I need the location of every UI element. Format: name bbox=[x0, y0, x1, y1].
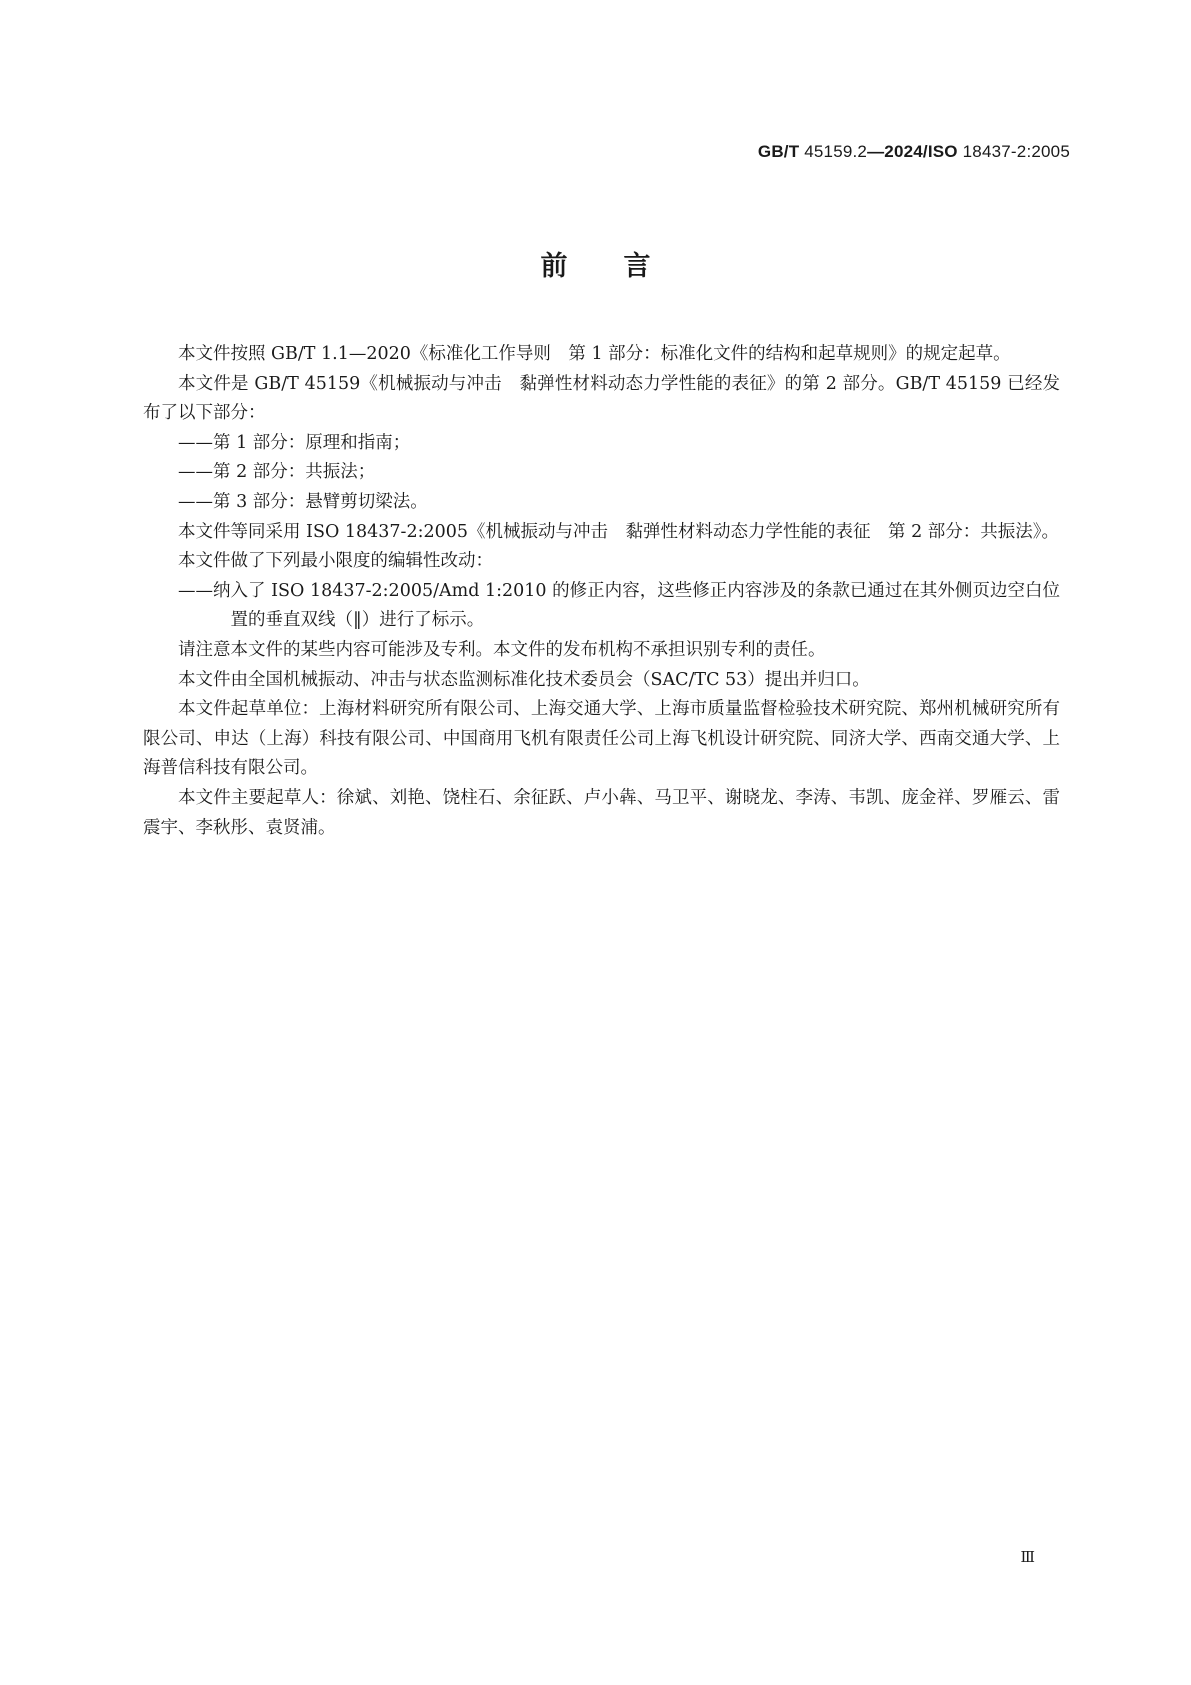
paragraph-drafting-organizations: 本文件起草单位：上海材料研究所有限公司、上海交通大学、上海市质量监督检验技术研究院、郑州机械研究所有限公司、申达（上海）科技有限公司、中国商用飞机有限责任公司上海飞机设计研究院、同济大学、西南交通大学、上海普信科技有限公司。 bbox=[143, 699, 1060, 779]
preface-body bbox=[143, 340, 1060, 843]
paragraph-committee: 本文件由全国机械振动、冲击与状态监测标准化技术委员会（SAC/TC 53）提出并归口。 bbox=[178, 669, 870, 690]
list-item-part-2: ——第 2 部分：共振法； bbox=[178, 462, 376, 483]
paragraph-drafting-rules: 本文件按照 GB/T 1.1—2020《标准化工作导则 第 1 部分：标准化文件的结构和起草规则》的规定起草。 bbox=[178, 344, 1011, 364]
standard-code-part-1: GB/T bbox=[757, 142, 800, 161]
paragraph-series-part: 本文件是 GB/T 45159《机械振动与冲击 黏弹性材料动态力学性能的表征》的第 2 部分。GB/T 45159 已经发布了以下部分： bbox=[143, 373, 1060, 424]
paragraph-identical-adoption: 本文件等同采用 ISO 18437-2:2005《机械振动与冲击 黏弹性材料动态力学性能的表征 第 2 部分：共振法》。 bbox=[178, 521, 1060, 542]
list-item-amendment: ——纳入了 ISO 18437-2:2005/Amd 1:2010 的修正内容，这些修正内容涉及的条款已通过在其外侧页边空白位置的垂直双线（‖）进行了标示。 bbox=[178, 580, 1060, 631]
standard-code-header bbox=[758, 142, 1070, 162]
paragraph-editorial-changes: 本文件做了下列最小限度的编辑性改动： bbox=[178, 551, 493, 572]
page-title: 前言 bbox=[540, 251, 707, 282]
standard-code-part-4: 18437-2:2005 bbox=[957, 142, 1070, 161]
standard-code-part-2: 45159.2 bbox=[799, 142, 868, 161]
standard-code-part-3: —2024/ISO bbox=[867, 142, 958, 161]
paragraph-patent-notice: 请注意本文件的某些内容可能涉及专利。本文件的发布机构不承担识别专利的责任。 bbox=[178, 639, 826, 660]
paragraph-drafters: 本文件主要起草人：徐斌、刘艳、饶柱石、余征跃、卢小犇、马卫平、谢晓龙、李涛、韦凯、庞金祥、罗雁云、雷震宇、李秋彤、袁贤浦。 bbox=[143, 787, 1060, 838]
page-number: Ⅲ bbox=[1020, 1548, 1035, 1566]
list-item-part-3: ——第 3 部分：悬臂剪切梁法。 bbox=[178, 491, 428, 512]
list-item-part-1: ——第 1 部分：原理和指南； bbox=[178, 432, 411, 453]
